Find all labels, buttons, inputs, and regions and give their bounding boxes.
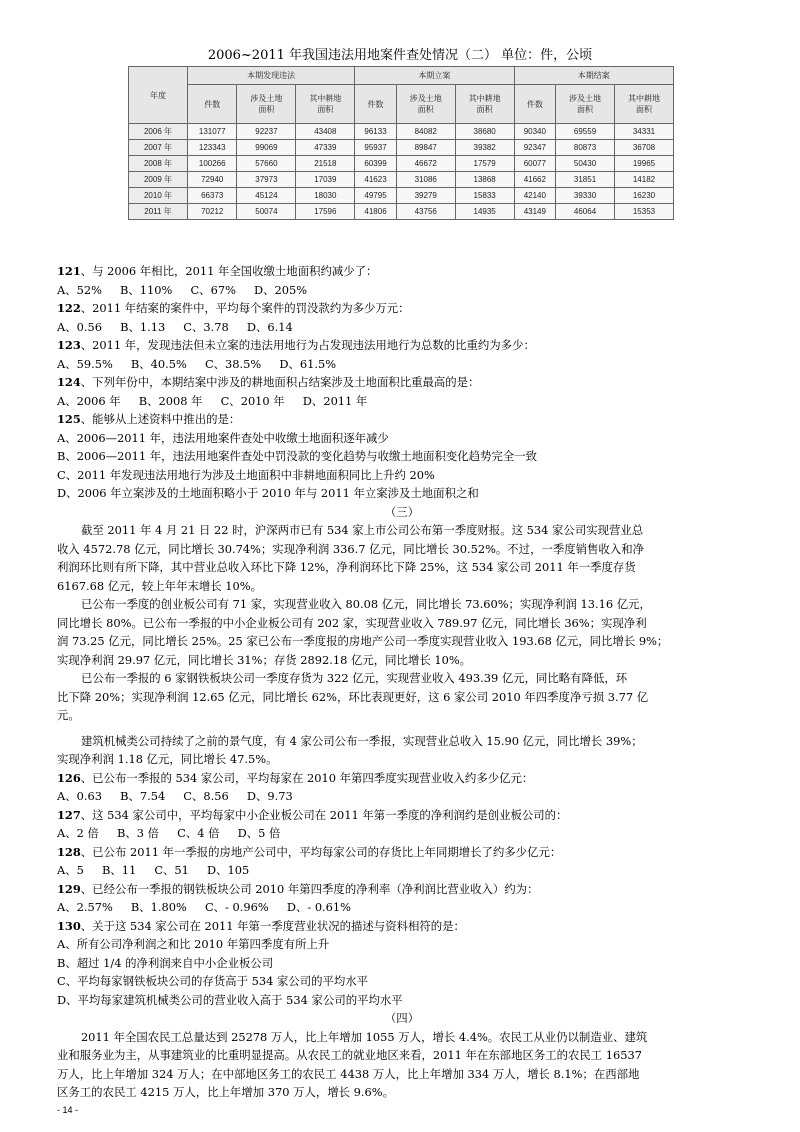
answer-option: C、平均每家钢铁板块公司的存货高于 534 家公司的平均水平 [57, 974, 369, 988]
value-cell: 13868 [455, 172, 514, 188]
answer-option: A、2006—2011 年，违法用地案件查处中收缴土地面积逐年减少 [57, 430, 389, 445]
question-number: 128 [57, 844, 81, 859]
paragraph-line: 6167.68 亿元，较上年年末增长 10%。 [57, 578, 262, 593]
paragraph-line: 同比增长 80%。已公布一季报的中小企业板公司有 202 家，实现营业收入 789.97 亿元，同比增长 36%；实现净利 [57, 615, 647, 630]
answer-option: A、59.5% B、40.5% C、38.5% D、61.5% [57, 356, 337, 371]
question-number: 126 [57, 770, 81, 785]
value-cell: 15353 [614, 204, 673, 220]
subheader-cell: 件数 [355, 85, 397, 124]
value-cell: 43756 [396, 204, 455, 220]
paragraph-line: 区务工的农民工 4215 万人，比上年增加 370 万人，增长 9.6%。 [57, 1085, 394, 1099]
value-cell: 14935 [455, 204, 514, 220]
value-cell: 18030 [296, 188, 355, 204]
value-cell: 60077 [514, 156, 556, 172]
spacer [57, 725, 747, 732]
paragraph-line: 元。 [57, 708, 80, 722]
value-cell: 60399 [355, 156, 397, 172]
table-title: 2006~2011 年我国违法用地案件查处情况（二） 单位：件，公顷 [207, 48, 593, 63]
question-number: 127 [57, 807, 81, 822]
value-cell: 50074 [237, 204, 296, 220]
year-cell: 2011 年 [129, 204, 188, 220]
paragraph-line: 已公布一季度的创业板公司有 71 家，实现营业收入 80.08 亿元，同比增长 73.60%；实现净利润 13.16 亿元， [80, 597, 651, 611]
question-text: 、2011 年，发现违法但未立案的违法用地行为占发现违法用地行为总数的比重约为多少： [80, 338, 535, 352]
value-cell: 46064 [556, 204, 615, 220]
answer-option: A、2006 年 B、2008 年 C、2010 年 D、2011 年 [57, 393, 368, 408]
question-text: 、已公布 2011 年一季报的房地产公司中，平均每家公司的存货比上年同期增长了约多少亿元： [80, 844, 562, 859]
year-cell: 2006 年 [129, 124, 188, 140]
question-stem [57, 336, 747, 355]
year-cell: 2007 年 [129, 140, 188, 156]
value-cell: 39330 [556, 188, 615, 204]
question-stem [57, 806, 747, 825]
value-cell: 49795 [355, 188, 397, 204]
value-cell: 84082 [396, 124, 455, 140]
question-text: 、下列年份中，本期结案中涉及的耕地面积占结案涉及土地面积比重最高的是： [80, 375, 480, 389]
paragraph-line: 利润环比则有所下降，其中营业总收入环比下降 12%，净利润环比下降 25%，这 534 家公司 2011 年一季度存货 [57, 560, 636, 574]
value-cell: 57660 [237, 156, 296, 172]
value-cell: 45124 [237, 188, 296, 204]
value-cell: 100266 [188, 156, 237, 172]
table-row [129, 188, 674, 204]
value-cell: 37973 [237, 172, 296, 188]
subheader-cell: 涉及土地 面积 [556, 85, 615, 124]
answer-option: A、2.57% B、1.80% C、- 0.96% D、- 0.61% [57, 900, 351, 914]
value-cell: 66373 [188, 188, 237, 204]
value-cell: 96133 [355, 124, 397, 140]
section-heading: （四） [384, 1011, 420, 1025]
question-number: 124 [57, 375, 81, 389]
question-text: 、与 2006 年相比，2011 年全国收缴土地面积约减少了： [80, 264, 378, 278]
subheader-cell: 件数 [514, 85, 556, 124]
table-row [129, 156, 674, 172]
value-cell: 16230 [614, 188, 673, 204]
value-cell: 31851 [556, 172, 615, 188]
answer-option: A、所有公司净利润之和比 2010 年第四季度有所上升 [57, 937, 330, 951]
value-cell: 34331 [614, 124, 673, 140]
paragraph-line: 实现净利润 1.18 亿元，同比增长 47.5%。 [57, 752, 278, 766]
value-cell: 17596 [296, 204, 355, 220]
value-cell: 72940 [188, 172, 237, 188]
year-cell: 2008 年 [129, 156, 188, 172]
question-text: 、能够从上述资料中推出的是： [80, 412, 241, 426]
question-number: 125 [57, 412, 81, 426]
subheader-cell: 其中耕地 面积 [614, 85, 673, 124]
value-cell: 70212 [188, 204, 237, 220]
section-heading: （三） [384, 504, 420, 519]
question-number: 122 [57, 301, 81, 315]
value-cell: 92237 [237, 124, 296, 140]
table-row [129, 204, 674, 220]
question-number: 130 [57, 918, 81, 933]
value-cell: 50430 [556, 156, 615, 172]
value-cell: 80873 [556, 140, 615, 156]
answer-option: A、0.63 B、7.54 C、8.56 D、9.73 [57, 789, 293, 803]
page-number: - 14 - [57, 1105, 79, 1115]
value-cell: 21518 [296, 156, 355, 172]
value-cell: 69559 [556, 124, 615, 140]
value-cell: 95937 [355, 140, 397, 156]
answer-option: A、0.56 B、1.13 C、3.78 D、6.14 [57, 319, 293, 334]
value-cell: 15833 [455, 188, 514, 204]
table-row [129, 172, 674, 188]
answer-option: D、2006 年立案涉及的土地面积略小于 2010 年与 2011 年立案涉及土地面积之和 [57, 486, 479, 500]
data-table [128, 66, 674, 220]
question-stem [57, 410, 747, 429]
answer-option: B、2006—2011 年，违法用地案件查处中罚没款的变化趋势与收缴土地面积变化趋势完全一致 [57, 449, 538, 463]
question-number: 121 [57, 264, 81, 278]
group-header: 本期发现违法 [188, 67, 355, 85]
question-number: 123 [57, 338, 81, 352]
value-cell: 17579 [455, 156, 514, 172]
value-cell: 41806 [355, 204, 397, 220]
value-cell: 89847 [396, 140, 455, 156]
table-row [129, 140, 674, 156]
answer-option: B、超过 1/4 的净利润来自中小企业板公司 [57, 955, 274, 970]
subheader-cell: 涉及土地 面积 [396, 85, 455, 124]
value-cell: 19965 [614, 156, 673, 172]
paragraph-line: 业和服务业为主，从事建筑业的比重明显提高。从农民工的就业地区来看，2011 年在东部地区务工的农民工 16537 [57, 1048, 643, 1062]
answer-option: C、2011 年发现违法用地行为涉及土地面积中非耕地面积同比上升约 20% [57, 467, 435, 482]
value-cell: 31086 [396, 172, 455, 188]
question-stem [57, 843, 747, 862]
paragraph-line: 已公布一季报的 6 家钢铁板块公司一季度存货为 322 亿元，实现营业收入 493.39 亿元，同比略有降低，环 [80, 671, 628, 685]
year-cell: 2009 年 [129, 172, 188, 188]
year-header: 年度 [129, 67, 188, 124]
paragraph-line: 润 73.25 亿元，同比增长 25%。25 家已公布一季度报的房地产公司一季度实现营业收入 193.68 亿元，同比增长 9%； [57, 634, 669, 648]
paragraph-line: 比下降 20%；实现净利润 12.65 亿元，同比增长 62%，环比表现更好，这 6 家公司 2010 年四季度净亏损 3.77 亿 [57, 689, 649, 704]
question-stem [57, 373, 747, 392]
question-text: 、2011 年结案的案件中，平均每个案件的罚没款约为多少万元： [80, 301, 410, 315]
value-cell: 39382 [455, 140, 514, 156]
question-text: 、已经公布一季报的钢铁板块公司 2010 年第四季度的净利率（净利润比营业收入）约为： [80, 881, 539, 896]
subheader-cell: 其中耕地 面积 [455, 85, 514, 124]
question-stem [57, 880, 747, 899]
question-stem [57, 299, 747, 318]
paragraph-line: 万人，比上年增加 324 万人；在中部地区务工的农民工 4438 万人，比上年增加 334 万人，增长 8.1%；在西部地 [57, 1066, 640, 1081]
paragraph-line: 实现净利润 29.97 亿元，同比增长 31%；存货 2892.18 亿元，同比增长 10%。 [57, 652, 472, 667]
group-header: 本期立案 [355, 67, 514, 85]
paragraph-line: 收入 4572.78 亿元，同比增长 30.74%；实现净利润 336.7 亿元，同比增长 30.52%。不过，一季度销售收入和净 [57, 541, 644, 556]
value-cell: 43149 [514, 204, 556, 220]
question-text: 、这 534 家公司中，平均每家中小企业板公司在 2011 年第一季度的净利润约是创业板公司的： [80, 807, 568, 822]
question-stem [57, 769, 747, 788]
answer-option: A、52% B、110% C、67% D、205% [57, 282, 308, 297]
value-cell: 123343 [188, 140, 237, 156]
value-cell: 17039 [296, 172, 355, 188]
answer-option: D、平均每家建筑机械类公司的营业收入高于 534 家公司的平均水平 [57, 992, 403, 1007]
value-cell: 14182 [614, 172, 673, 188]
value-cell: 99069 [237, 140, 296, 156]
paragraph-line: 建筑机械类公司持续了之前的景气度，有 4 家公司公布一季报，实现营业总收入 15.90 亿元，同比增长 39%； [80, 733, 643, 748]
value-cell: 92347 [514, 140, 556, 156]
value-cell: 42140 [514, 188, 556, 204]
subheader-cell: 其中耕地 面积 [296, 85, 355, 124]
question-stem [57, 917, 747, 936]
question-text: 、关于这 534 家公司在 2011 年第一季度营业状况的描述与资料相符的是： [80, 918, 465, 933]
value-cell: 38680 [455, 124, 514, 140]
paragraph-line: 截至 2011 年 4 月 21 日 22 时，沪深两市已有 534 家上市公司公布第一季度财报。这 534 家公司实现营业总 [80, 523, 644, 537]
value-cell: 131077 [188, 124, 237, 140]
value-cell: 41623 [355, 172, 397, 188]
subheader-cell: 件数 [188, 85, 237, 124]
value-cell: 47339 [296, 140, 355, 156]
value-cell: 46672 [396, 156, 455, 172]
value-cell: 41662 [514, 172, 556, 188]
answer-option: A、2 倍 B、3 倍 C、4 倍 D、5 倍 [57, 826, 281, 840]
paragraph-line: 2011 年全国农民工总量达到 25278 万人，比上年增加 1055 万人，增长 4.4%。农民工从业仍以制造业、建筑 [80, 1029, 648, 1044]
table-row [129, 124, 674, 140]
question-number: 129 [57, 881, 81, 896]
answer-option: A、5 B、11 C、51 D、105 [57, 863, 250, 877]
question-stem [57, 262, 747, 281]
year-cell: 2010 年 [129, 188, 188, 204]
group-header: 本期结案 [514, 67, 673, 85]
value-cell: 39279 [396, 188, 455, 204]
value-cell: 36708 [614, 140, 673, 156]
question-text [57, 262, 747, 1102]
question-text: 、已公布一季报的 534 家公司，平均每家在 2010 年第四季度实现营业收入约多少亿元： [80, 770, 534, 785]
value-cell: 43408 [296, 124, 355, 140]
value-cell: 90340 [514, 124, 556, 140]
subheader-cell: 涉及土地 面积 [237, 85, 296, 124]
